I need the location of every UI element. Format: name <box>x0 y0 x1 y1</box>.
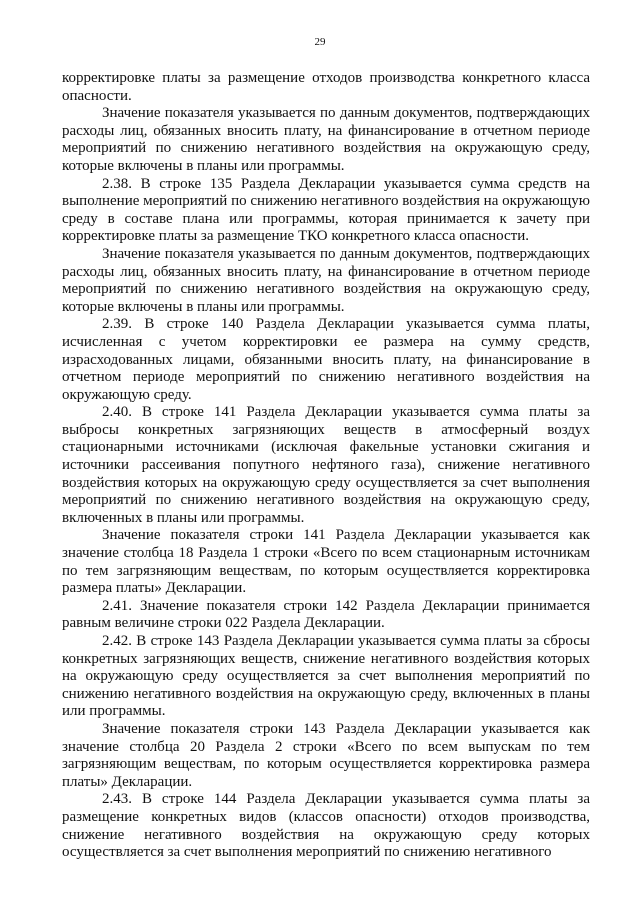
page-number: 29 <box>314 36 326 48</box>
paragraph-2-41: 2.41. Значение показателя строки 142 Раздела Декларации принимается равным величине строки 022 Раздела Декларации. <box>62 597 590 632</box>
paragraph: Значение показателя строки 143 Раздела Декларации указывается как значение столбца 20 Раздела 2 строки «Всего по всем выпускам по тем загрязняющим веществам, по которым осуществляется корректировка размера платы» Декларации. <box>62 720 590 790</box>
paragraph-2-38: 2.38. В строке 135 Раздела Декларации указывается сумма средств на выполнение мероприятий по снижению негативного воздействия на окружающую среду в составе плана или программы, которая принимается к зачету при корректировке платы за размещение ТКО конкретного класса опасности. <box>62 175 590 245</box>
paragraph: Значение показателя указывается по данным документов, подтверждающих расходы лиц, обязанных вносить плату, на финансирование в отчетном периоде мероприятий по снижению негативного воздействия на окружающую среду, которые включены в планы или программы. <box>62 245 590 315</box>
paragraph-2-39: 2.39. В строке 140 Раздела Декларации указывается сумма платы, исчисленная с учетом корректировки ее размера на сумму средств, израсходованных лицами, обязанными вносить плату, на финансирование в отчетном периоде мероприятий по снижению негативного воздействия на окружающую среду. <box>62 316 590 403</box>
paragraph-2-42: 2.42. В строке 143 Раздела Декларации указывается сумма платы за сбросы конкретных загрязняющих веществ, снижение негативного воздействия которых на окружающую среду осуществляется за счет выполнения мероприятий по снижению негативного воздействия на окружающую среду, включенных в планы или программы. <box>62 633 590 720</box>
paragraph-2-43: 2.43. В строке 144 Раздела Декларации указывается сумма платы за размещение конкретных видов (классов опасности) отходов производства, снижение негативного воздействия на окружающую среду которых осуществляется за счет выполнения мероприятий по снижению негативного <box>62 791 590 861</box>
paragraph: корректировке платы за размещение отходов производства конкретного класса опасности. <box>62 70 590 104</box>
paragraph: Значение показателя указывается по данным документов, подтверждающих расходы лиц, обязанных вносить плату, на финансирование в отчетном периоде мероприятий по снижению негативного воздействия на окружающую среду, которые включены в планы или программы. <box>62 105 590 174</box>
paragraph-2-40: 2.40. В строке 141 Раздела Декларации указывается сумма платы за выбросы конкретных загрязняющих веществ в атмосферный воздух стационарными источниками (исключая факельные установки сжигания и источники рассеивания попутного нефтяного газа), снижение негативного воздействия которых на окружающую среду осуществляется за счет выполнения мероприятий по снижению негативного воздействия на окружающую среду, включенных в планы или программы. <box>62 404 590 526</box>
document-body <box>62 70 590 862</box>
paragraph: Значение показателя строки 141 Раздела Декларации указывается как значение столбца 18 Раздела 1 строки «Всего по всем стационарным источникам по тем загрязняющим веществам, по которым осуществляется корректировка размера платы» Декларации. <box>62 527 590 597</box>
